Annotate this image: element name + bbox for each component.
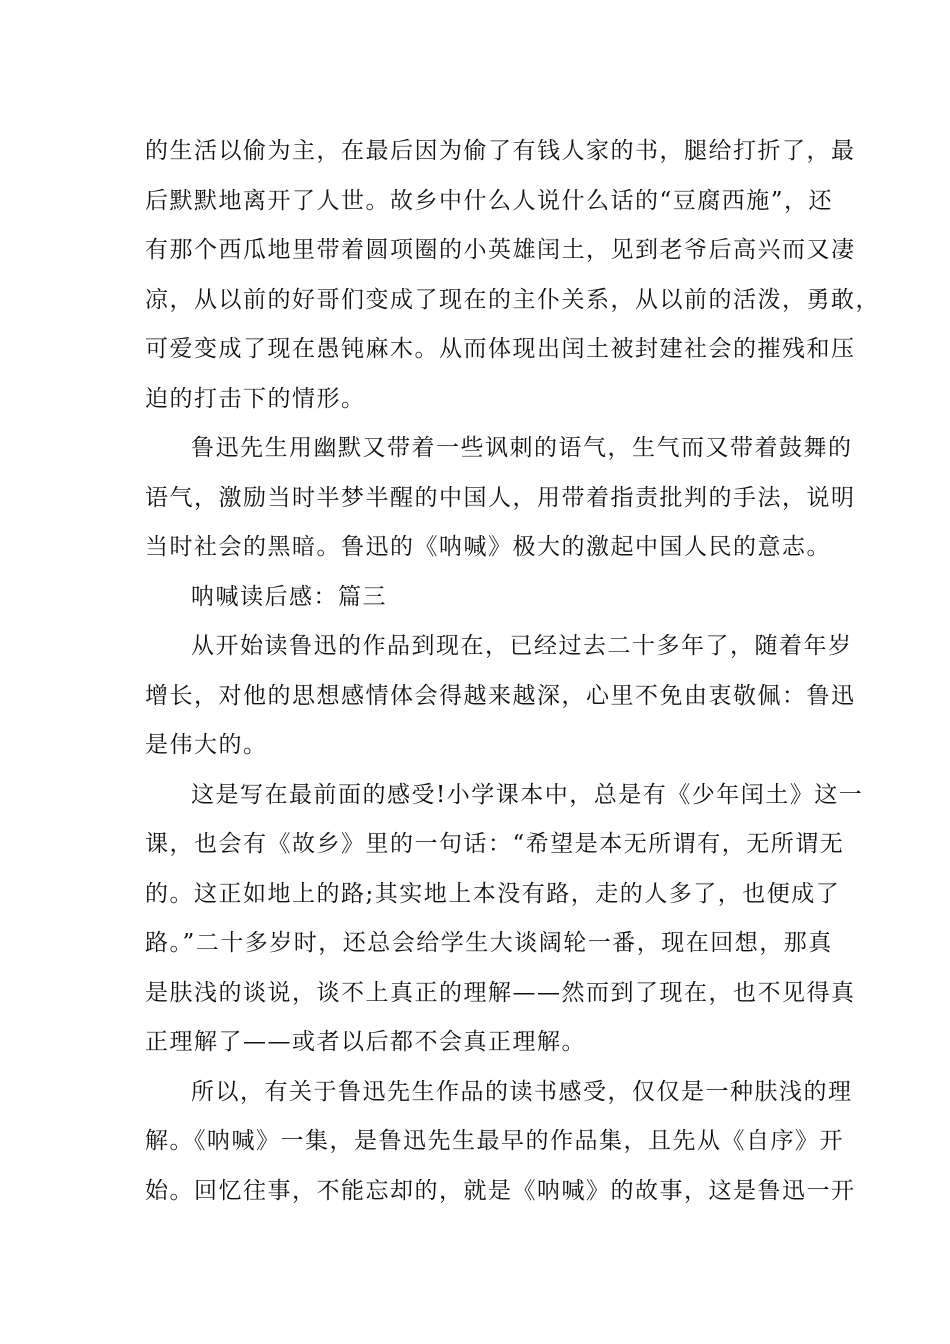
section-heading (145, 573, 809, 623)
paragraph (145, 127, 880, 424)
text-line: 语气，激励当时半梦半醒的中国人，用带着指责批判的手法，说明 (145, 484, 856, 511)
text-line: 从开始读鲁迅的作品到现在，已经过去二十多年了，随着年岁 (191, 633, 853, 659)
text-line: 可爱变成了现在愚钝麻木。从而体现出闰土被封建社会的摧残和压 (145, 336, 856, 362)
heading-text: 呐喊读后感：篇三 (191, 583, 387, 610)
text-line: 正理解了——或者以后都不会真正理解。 (145, 1029, 586, 1055)
document-body (145, 127, 880, 1216)
paragraph (145, 1068, 856, 1217)
text-line: 课，也会有《故乡》里的一句话：“希望是本无所谓有，无所谓无 (145, 831, 845, 857)
paragraph (145, 424, 856, 573)
paragraph (145, 771, 864, 1068)
text-line: 有那个西瓜地里带着圆项圈的小英雄闰土，见到老爷后高兴而又凄 (145, 237, 856, 263)
text-line: 增长，对他的思想感情体会得越来越深，心里不免由衷敬佩：鲁迅 (145, 682, 856, 709)
text-line: 是伟大的。 (145, 732, 268, 758)
text-line: 的。这正如地上的路;其实地上本没有路，走的人多了，也便成了 (145, 880, 841, 907)
paragraph (145, 622, 856, 771)
text-line: 迫的打击下的情形。 (145, 385, 366, 412)
text-line: 始。回忆往事，不能忘却的，就是《呐喊》的故事，这是鲁迅一开 (145, 1177, 856, 1204)
text-line: 后默默地离开了人世。故乡中什么人说什么话的“豆腐西施”，还 (145, 187, 834, 214)
text-line: 凉，从以前的好哥们变成了现在的主仆关系，从以前的活泼，勇敢， (145, 286, 880, 313)
text-line: 当时社会的黑暗。鲁迅的《呐喊》极大的激起中国人民的意志。 (145, 534, 831, 560)
text-line: 解。《呐喊》一集，是鲁迅先生最早的作品集，且先从《自序》开 (145, 1128, 844, 1154)
text-line: 路。”二十多岁时，还总会给学生大谈阔轮一番，现在回想，那真 (145, 930, 833, 956)
text-line: 是肤浅的谈说，谈不上真正的理解——然而到了现在，也不见得真 (145, 979, 856, 1006)
text-line: 鲁迅先生用幽默又带着一些讽刺的语气，生气而又带着鼓舞的 (191, 435, 853, 461)
text-line: 所以，有关于鲁迅先生作品的读书感受，仅仅是一种肤浅的理 (191, 1078, 853, 1105)
text-line: 的生活以偷为主，在最后因为偷了有钱人家的书，腿给打折了，最 (145, 138, 856, 164)
text-line: 这是写在最前面的感受!小学课本中，总是有《少年闰土》这一 (191, 781, 864, 808)
